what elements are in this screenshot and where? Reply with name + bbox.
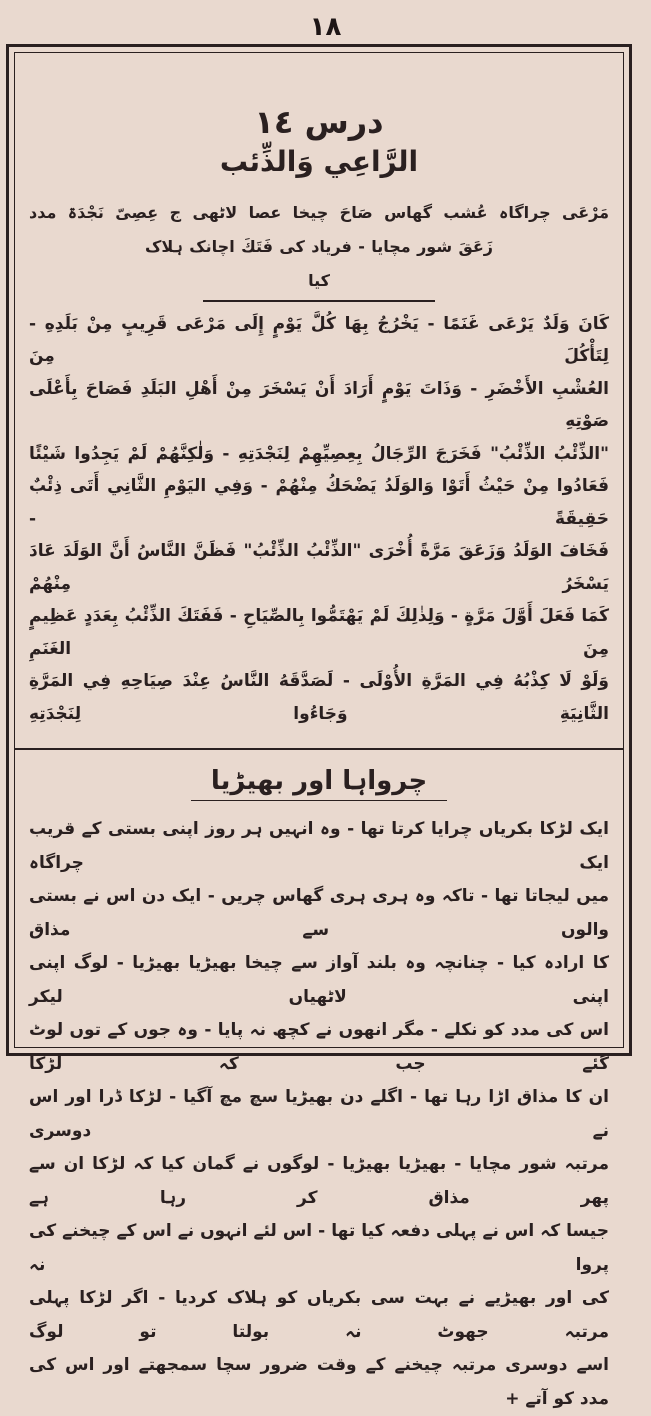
urdu-text-line: میں لیجاتا تھا - تاکہ وہ ہری ہری گھاس چریں - ایک دن اس نے بستی والوں سے مذاق bbox=[29, 886, 609, 940]
urdu-text-line: اسے دوسری مرتبہ چیخنے کے وقت ضرور سچا سمجھتے اور اس کی مدد کو آتے + bbox=[29, 1355, 609, 1409]
vocabulary-block bbox=[29, 196, 609, 302]
urdu-story-text bbox=[29, 813, 609, 1416]
arabic-text-line: كَمَا فَعَلَ أَوَّلَ مَرَّةٍ - وَلِذٰلِكَ لَمْ يَهْتَمُّوا بِالصِّيَاحِ - فَفَتَكَ الذِّئْبُ بِعَدَدٍ عَظِيمٍ مِنَ الغَنَمِ bbox=[29, 606, 609, 659]
lesson-content bbox=[14, 52, 624, 1409]
section-divider bbox=[15, 748, 623, 750]
arabic-text-line: فَخَافَ الوَلَدُ وَزَعَقَ مَرَّةً أُخْرَى "الذِّئْبُ الذِّئْبُ" فَظَنَّ النَّاسُ أَنَّ الوَلَدَ عَادَ يَسْخَرُ مِنْهُمْ bbox=[29, 541, 609, 594]
lesson-title: درس ١٤ bbox=[254, 103, 384, 141]
page-number: ۱۸ bbox=[309, 12, 342, 42]
arabic-story-title: الرَّاعِي وَالذِّئب bbox=[219, 145, 419, 178]
urdu-text-line: مرتبہ شور مچایا - بھیڑیا بھیڑیا - لوگوں نے گمان کیا کہ لڑکا ان سے پھر مذاق کر رہا ہے bbox=[29, 1154, 609, 1208]
divider bbox=[203, 300, 435, 302]
arabic-text-line: وَلَوْ لَا كِذْبُهُ فِي المَرَّةِ الأُوْلَى - لَصَدَّقَهُ النَّاسُ عِنْدَ صِيَاحِهِ فِي المَرَّةِ الثَّانِيَةِ وَجَاءُوا لِنَجْدَتِهِ bbox=[29, 671, 609, 724]
urdu-text-line: ان کا مذاق اڑا رہا تھا - اگلے دن بھیڑیا سچ مچ آگیا - لڑکا ڈرا اور اس نے دوسری bbox=[29, 1087, 609, 1141]
arabic-text-line: فَعَادُوا مِنْ حَيْثُ أَتَوْا وَالوَلَدُ يَضْحَكُ مِنْهُمْ - وَفِي اليَوْمِ الثَّانِي أَتَى ذِئْبٌ حَقِيقَةً - bbox=[29, 476, 609, 529]
urdu-text-line: کی اور بھیڑیے نے بہت سی بکریاں کو ہلاک کردیا - اگر لڑکا پہلی مرتبہ جھوٹ نہ بولتا تو لوگ bbox=[29, 1288, 609, 1342]
urdu-text-line: کا ارادہ کیا - چنانچہ وہ بلند آواز سے چیخا بھیڑیا بھیڑیا - لوگ اپنی اپنی لاٹھیاں لیکر bbox=[29, 953, 609, 1007]
arabic-text-line: العُشْبِ الأَخْضَرِ - وَذَاتَ يَوْمٍ أَرَادَ أَنْ يَسْخَرَ مِنْ أَهْلِ البَلَدِ فَصَاحَ بِأَعْلَى صَوْتِهِ bbox=[29, 378, 609, 431]
urdu-text-line: جیسا کہ اس نے پہلی دفعہ کیا تھا - اس لئے انہوں نے اس کے چیخنے کی پروا نہ bbox=[29, 1221, 609, 1275]
urdu-text-line: اس کی مدد کو نکلے - مگر انھوں نے کچھ نہ پایا - وہ جوں کے توں لوٹ گئے جب کہ لڑکا bbox=[29, 1020, 609, 1074]
title-underline bbox=[191, 800, 446, 802]
arabic-text-line: كَانَ وَلَدٌ يَرْعَى غَنَمًا - يَخْرُجُ بِهَا كُلَّ يَوْمٍ إِلَى مَرْعَى قَرِيبٍ مِنْ بَلَدِهِ - لِتَأْكُلَ مِنَ bbox=[29, 313, 609, 366]
vocabulary-line: مَرْعَى چراگاہ عُشب گھاس صَاحَ چیخا عصا لاٹھی ج عِصِیّ نَجْدَۃ مدد bbox=[29, 203, 609, 222]
urdu-text-line: ایک لڑکا بکریاں چرایا کرتا تھا - وہ انہیں ہر روز اپنی بستی کے قریب ایک چراگاہ bbox=[29, 819, 609, 873]
arabic-story-text bbox=[29, 308, 609, 731]
urdu-story-title: چرواہا اور بھیڑیا bbox=[210, 765, 428, 796]
vocabulary-line: زَعَقَ شور مچایا - فریاد کی فَتَكَ اچانک ہلاک کیا bbox=[145, 237, 493, 290]
arabic-text-line: "الذِّئْبُ الذِّئْبُ" فَخَرَجَ الرِّجَالُ بِعِصِيِّهِمْ لِنَجْدَتِهِ - وَلٰكِنَّهُمْ لَمْ يَجِدُوا شَيْئًا bbox=[29, 443, 609, 464]
